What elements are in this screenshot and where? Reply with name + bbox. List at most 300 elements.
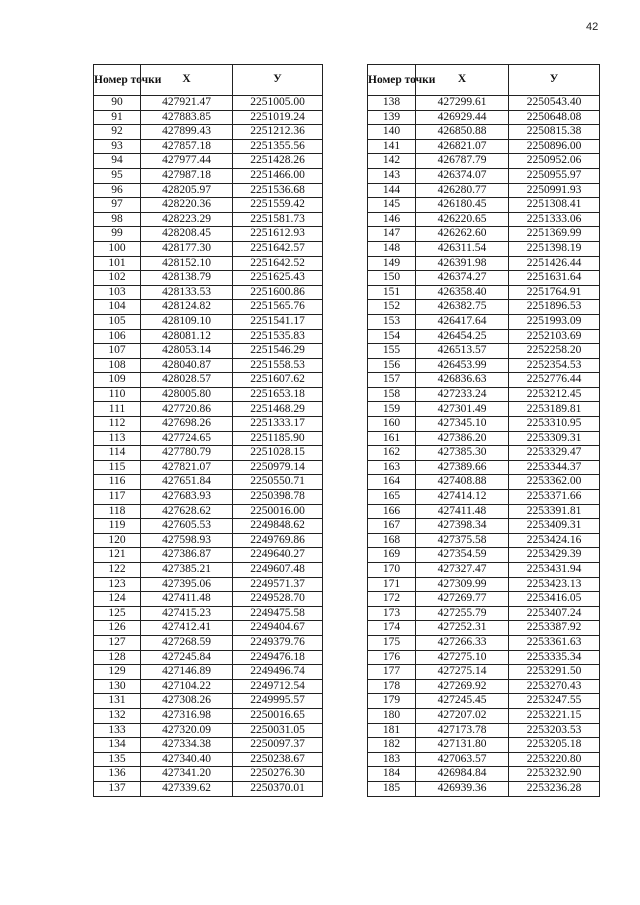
point-number-cell: 102 <box>94 271 141 286</box>
point-number-cell: 116 <box>94 475 141 490</box>
y-coordinate-cell: 2253310.95 <box>509 417 600 432</box>
point-number-cell: 133 <box>94 723 141 738</box>
x-coordinate-cell: 427275.10 <box>416 650 509 665</box>
point-number-cell: 130 <box>94 679 141 694</box>
point-number-cell: 134 <box>94 738 141 753</box>
x-coordinate-cell: 427320.09 <box>141 723 233 738</box>
x-coordinate-cell: 427245.45 <box>416 694 509 709</box>
point-number-cell: 91 <box>94 110 141 125</box>
table-row <box>368 241 600 256</box>
x-coordinate-cell: 426417.64 <box>416 314 509 329</box>
x-coordinate-cell: 427651.84 <box>141 475 233 490</box>
x-coordinate-cell: 427334.38 <box>141 738 233 753</box>
y-coordinate-cell: 2251028.15 <box>233 446 323 461</box>
point-number-cell: 148 <box>368 241 416 256</box>
point-number-cell: 125 <box>94 606 141 621</box>
table-row <box>94 563 323 578</box>
y-coordinate-cell: 2250896.00 <box>509 139 600 154</box>
y-coordinate-cell: 2253424.16 <box>509 533 600 548</box>
y-coordinate-cell: 2250398.78 <box>233 490 323 505</box>
y-coordinate-cell: 2253203.53 <box>509 723 600 738</box>
y-coordinate-cell: 2253329.47 <box>509 446 600 461</box>
y-coordinate-cell: 2250016.00 <box>233 504 323 519</box>
x-coordinate-cell: 427780.79 <box>141 446 233 461</box>
table-row <box>368 198 600 213</box>
x-coordinate-cell: 427720.86 <box>141 402 233 417</box>
point-number-cell: 137 <box>94 781 141 796</box>
y-coordinate-cell: 2251333.17 <box>233 417 323 432</box>
x-coordinate-cell: 427683.93 <box>141 490 233 505</box>
point-number-cell: 118 <box>94 504 141 519</box>
table-row <box>368 110 600 125</box>
y-coordinate-cell: 2251607.62 <box>233 373 323 388</box>
x-coordinate-cell: 428138.79 <box>141 271 233 286</box>
y-coordinate-cell: 2251426.44 <box>509 256 600 271</box>
table-row <box>368 446 600 461</box>
x-coordinate-cell: 427412.41 <box>141 621 233 636</box>
x-coordinate-cell: 426454.25 <box>416 329 509 344</box>
y-coordinate-cell: 2253221.15 <box>509 708 600 723</box>
y-coordinate-cell: 2251642.57 <box>233 241 323 256</box>
table-row <box>94 271 323 286</box>
table-row <box>368 212 600 227</box>
x-coordinate-cell: 427233.24 <box>416 387 509 402</box>
y-coordinate-cell: 2253270.43 <box>509 679 600 694</box>
table-row <box>368 694 600 709</box>
y-coordinate-cell: 2249404.67 <box>233 621 323 636</box>
point-number-cell: 110 <box>94 387 141 402</box>
point-number-cell: 124 <box>94 592 141 607</box>
table-row <box>94 635 323 650</box>
table-row <box>94 650 323 665</box>
y-coordinate-cell: 2250097.37 <box>233 738 323 753</box>
point-number-cell: 158 <box>368 387 416 402</box>
point-number-cell: 100 <box>94 241 141 256</box>
y-coordinate-cell: 2253423.13 <box>509 577 600 592</box>
point-number-cell: 182 <box>368 738 416 753</box>
table-row <box>368 475 600 490</box>
x-coordinate-cell: 427386.20 <box>416 431 509 446</box>
point-number-cell: 172 <box>368 592 416 607</box>
table-row <box>94 227 323 242</box>
x-coordinate-cell: 427598.93 <box>141 533 233 548</box>
y-coordinate-cell: 2250276.30 <box>233 767 323 782</box>
x-coordinate-cell: 427309.99 <box>416 577 509 592</box>
y-coordinate-cell: 2251398.19 <box>509 241 600 256</box>
x-coordinate-cell: 427408.88 <box>416 475 509 490</box>
y-coordinate-cell: 2251308.41 <box>509 198 600 213</box>
point-number-cell: 149 <box>368 256 416 271</box>
point-number-cell: 147 <box>368 227 416 242</box>
point-number-cell: 103 <box>94 285 141 300</box>
table-row <box>368 256 600 271</box>
y-coordinate-cell: 2249995.57 <box>233 694 323 709</box>
point-number-cell: 155 <box>368 344 416 359</box>
table-row <box>368 621 600 636</box>
x-coordinate-cell: 427395.06 <box>141 577 233 592</box>
y-coordinate-cell: 2251019.24 <box>233 110 323 125</box>
y-coordinate-cell: 2253232.90 <box>509 767 600 782</box>
x-coordinate-cell: 427275.14 <box>416 665 509 680</box>
x-coordinate-cell: 427605.53 <box>141 519 233 534</box>
point-number-cell: 121 <box>94 548 141 563</box>
table-row <box>368 431 600 446</box>
x-coordinate-cell: 427341.20 <box>141 767 233 782</box>
x-coordinate-cell: 426836.63 <box>416 373 509 388</box>
table-row <box>94 723 323 738</box>
table-row <box>94 300 323 315</box>
x-coordinate-cell: 427308.26 <box>141 694 233 709</box>
point-number-cell: 115 <box>94 460 141 475</box>
y-coordinate-cell: 2250550.71 <box>233 475 323 490</box>
x-coordinate-cell: 427987.18 <box>141 168 233 183</box>
table-row <box>94 738 323 753</box>
y-coordinate-cell: 2253291.50 <box>509 665 600 680</box>
y-coordinate-cell: 2249496.74 <box>233 665 323 680</box>
point-number-cell: 177 <box>368 665 416 680</box>
table-row <box>368 752 600 767</box>
table-row <box>94 139 323 154</box>
y-coordinate-cell: 2250031.05 <box>233 723 323 738</box>
x-coordinate-cell: 427063.57 <box>416 752 509 767</box>
x-coordinate-cell: 426821.07 <box>416 139 509 154</box>
table-row <box>368 723 600 738</box>
x-coordinate-cell: 427411.48 <box>141 592 233 607</box>
table-row <box>94 460 323 475</box>
x-coordinate-cell: 427899.43 <box>141 125 233 140</box>
table-row <box>94 679 323 694</box>
table-row <box>94 125 323 140</box>
point-number-cell: 120 <box>94 533 141 548</box>
y-coordinate-cell: 2253361.63 <box>509 635 600 650</box>
coordinates-table-left <box>93 64 323 797</box>
table-row <box>94 694 323 709</box>
point-number-cell: 175 <box>368 635 416 650</box>
table-row <box>368 387 600 402</box>
point-number-cell: 152 <box>368 300 416 315</box>
table-row <box>94 767 323 782</box>
x-coordinate-cell: 427268.59 <box>141 635 233 650</box>
point-number-cell: 161 <box>368 431 416 446</box>
x-coordinate-cell: 427857.18 <box>141 139 233 154</box>
point-number-cell: 131 <box>94 694 141 709</box>
table-row <box>94 402 323 417</box>
point-number-cell: 146 <box>368 212 416 227</box>
table-row <box>368 168 600 183</box>
x-coordinate-cell: 426374.27 <box>416 271 509 286</box>
y-coordinate-cell: 2251600.86 <box>233 285 323 300</box>
table-row <box>94 168 323 183</box>
point-number-cell: 94 <box>94 154 141 169</box>
table-row <box>368 96 600 111</box>
x-coordinate-cell: 427146.89 <box>141 665 233 680</box>
point-number-cell: 168 <box>368 533 416 548</box>
table-row <box>94 344 323 359</box>
table-row <box>368 285 600 300</box>
y-coordinate-cell: 2251005.00 <box>233 96 323 111</box>
x-coordinate-cell: 426280.77 <box>416 183 509 198</box>
y-coordinate-cell: 2253189.81 <box>509 402 600 417</box>
table-row <box>368 402 600 417</box>
y-coordinate-cell: 2250016.65 <box>233 708 323 723</box>
y-coordinate-cell: 2251212.36 <box>233 125 323 140</box>
point-number-cell: 183 <box>368 752 416 767</box>
x-coordinate-cell: 426513.57 <box>416 344 509 359</box>
y-coordinate-cell: 2251631.64 <box>509 271 600 286</box>
table-row <box>368 519 600 534</box>
y-coordinate-cell: 2251642.52 <box>233 256 323 271</box>
table-row <box>94 665 323 680</box>
x-coordinate-cell: 428205.97 <box>141 183 233 198</box>
y-coordinate-cell: 2250648.08 <box>509 110 600 125</box>
table-body-left <box>94 96 323 797</box>
point-number-cell: 180 <box>368 708 416 723</box>
point-number-cell: 113 <box>94 431 141 446</box>
table-row <box>94 212 323 227</box>
point-number-cell: 169 <box>368 548 416 563</box>
y-coordinate-cell: 2253205.18 <box>509 738 600 753</box>
point-number-cell: 129 <box>94 665 141 680</box>
table-row <box>368 738 600 753</box>
x-coordinate-cell: 428081.12 <box>141 329 233 344</box>
y-coordinate-cell: 2250543.40 <box>509 96 600 111</box>
y-coordinate-cell: 2250238.67 <box>233 752 323 767</box>
y-coordinate-cell: 2251466.00 <box>233 168 323 183</box>
point-number-cell: 153 <box>368 314 416 329</box>
y-coordinate-cell: 2251355.56 <box>233 139 323 154</box>
y-coordinate-cell: 2250979.14 <box>233 460 323 475</box>
table-row <box>368 533 600 548</box>
x-coordinate-cell: 427821.07 <box>141 460 233 475</box>
table-row <box>94 256 323 271</box>
point-number-cell: 114 <box>94 446 141 461</box>
x-coordinate-cell: 427173.78 <box>416 723 509 738</box>
point-number-cell: 179 <box>368 694 416 709</box>
x-coordinate-cell: 427883.85 <box>141 110 233 125</box>
y-coordinate-cell: 2253409.31 <box>509 519 600 534</box>
y-coordinate-cell: 2252354.53 <box>509 358 600 373</box>
y-coordinate-cell: 2252776.44 <box>509 373 600 388</box>
x-coordinate-cell: 426939.36 <box>416 781 509 796</box>
table-row <box>368 650 600 665</box>
x-coordinate-cell: 427339.62 <box>141 781 233 796</box>
y-coordinate-cell: 2251535.83 <box>233 329 323 344</box>
point-number-cell: 119 <box>94 519 141 534</box>
point-number-cell: 178 <box>368 679 416 694</box>
x-coordinate-cell: 428208.45 <box>141 227 233 242</box>
point-number-cell: 159 <box>368 402 416 417</box>
point-number-cell: 126 <box>94 621 141 636</box>
x-coordinate-cell: 427255.79 <box>416 606 509 621</box>
y-coordinate-cell: 2249607.48 <box>233 563 323 578</box>
x-coordinate-cell: 426453.99 <box>416 358 509 373</box>
x-coordinate-cell: 427245.84 <box>141 650 233 665</box>
y-coordinate-cell: 2251993.09 <box>509 314 600 329</box>
table-row <box>368 154 600 169</box>
x-coordinate-cell: 426311.54 <box>416 241 509 256</box>
point-number-cell: 173 <box>368 606 416 621</box>
point-number-cell: 138 <box>368 96 416 111</box>
table-row <box>94 110 323 125</box>
table-row <box>368 125 600 140</box>
point-number-cell: 90 <box>94 96 141 111</box>
point-number-cell: 185 <box>368 781 416 796</box>
y-coordinate-cell: 2251333.06 <box>509 212 600 227</box>
header-point-number: Номер точки <box>368 65 416 96</box>
table-row <box>94 329 323 344</box>
point-number-cell: 142 <box>368 154 416 169</box>
table-row <box>368 767 600 782</box>
point-number-cell: 163 <box>368 460 416 475</box>
point-number-cell: 92 <box>94 125 141 140</box>
point-number-cell: 97 <box>94 198 141 213</box>
x-coordinate-cell: 427398.34 <box>416 519 509 534</box>
x-coordinate-cell: 427375.58 <box>416 533 509 548</box>
y-coordinate-cell: 2251536.68 <box>233 183 323 198</box>
table-row <box>368 548 600 563</box>
x-coordinate-cell: 427252.31 <box>416 621 509 636</box>
table-row <box>94 577 323 592</box>
x-coordinate-cell: 427977.44 <box>141 154 233 169</box>
point-number-cell: 101 <box>94 256 141 271</box>
table-row <box>94 314 323 329</box>
y-coordinate-cell: 2251546.29 <box>233 344 323 359</box>
table-row <box>94 752 323 767</box>
table-row <box>94 708 323 723</box>
table-row <box>368 183 600 198</box>
point-number-cell: 98 <box>94 212 141 227</box>
header-x: X <box>416 65 509 96</box>
x-coordinate-cell: 426262.60 <box>416 227 509 242</box>
x-coordinate-cell: 427269.77 <box>416 592 509 607</box>
point-number-cell: 128 <box>94 650 141 665</box>
x-coordinate-cell: 427414.12 <box>416 490 509 505</box>
table-row <box>368 577 600 592</box>
header-x: X <box>141 65 233 96</box>
table-row <box>94 431 323 446</box>
y-coordinate-cell: 2253429.39 <box>509 548 600 563</box>
table-row <box>94 533 323 548</box>
table-row <box>368 606 600 621</box>
table-row <box>94 504 323 519</box>
y-coordinate-cell: 2249571.37 <box>233 577 323 592</box>
point-number-cell: 107 <box>94 344 141 359</box>
x-coordinate-cell: 426984.84 <box>416 767 509 782</box>
y-coordinate-cell: 2251581.73 <box>233 212 323 227</box>
table-row <box>94 198 323 213</box>
point-number-cell: 144 <box>368 183 416 198</box>
point-number-cell: 122 <box>94 563 141 578</box>
y-coordinate-cell: 2250815.38 <box>509 125 600 140</box>
y-coordinate-cell: 2251612.93 <box>233 227 323 242</box>
x-coordinate-cell: 428124.82 <box>141 300 233 315</box>
table-row <box>94 417 323 432</box>
point-number-cell: 151 <box>368 285 416 300</box>
table-row <box>94 519 323 534</box>
y-coordinate-cell: 2253416.05 <box>509 592 600 607</box>
x-coordinate-cell: 428152.10 <box>141 256 233 271</box>
point-number-cell: 140 <box>368 125 416 140</box>
y-coordinate-cell: 2249712.54 <box>233 679 323 694</box>
point-number-cell: 157 <box>368 373 416 388</box>
header-point-number: Номер точки <box>94 65 141 96</box>
point-number-cell: 162 <box>368 446 416 461</box>
point-number-cell: 93 <box>94 139 141 154</box>
y-coordinate-cell: 2251565.76 <box>233 300 323 315</box>
point-number-cell: 160 <box>368 417 416 432</box>
x-coordinate-cell: 427698.26 <box>141 417 233 432</box>
x-coordinate-cell: 427340.40 <box>141 752 233 767</box>
x-coordinate-cell: 428053.14 <box>141 344 233 359</box>
x-coordinate-cell: 427104.22 <box>141 679 233 694</box>
y-coordinate-cell: 2249848.62 <box>233 519 323 534</box>
coordinates-table-right <box>367 64 600 797</box>
y-coordinate-cell: 2249379.76 <box>233 635 323 650</box>
y-coordinate-cell: 2253387.92 <box>509 621 600 636</box>
point-number-cell: 143 <box>368 168 416 183</box>
y-coordinate-cell: 2251468.29 <box>233 402 323 417</box>
point-number-cell: 135 <box>94 752 141 767</box>
table-row <box>94 606 323 621</box>
table-row <box>94 781 323 796</box>
point-number-cell: 127 <box>94 635 141 650</box>
x-coordinate-cell: 428028.57 <box>141 373 233 388</box>
point-number-cell: 136 <box>94 767 141 782</box>
table-row <box>368 781 600 796</box>
x-coordinate-cell: 427207.02 <box>416 708 509 723</box>
table-row <box>368 490 600 505</box>
x-coordinate-cell: 428040.87 <box>141 358 233 373</box>
x-coordinate-cell: 427411.48 <box>416 504 509 519</box>
y-coordinate-cell: 2253309.31 <box>509 431 600 446</box>
table-row <box>368 314 600 329</box>
point-number-cell: 139 <box>368 110 416 125</box>
point-number-cell: 141 <box>368 139 416 154</box>
table-row <box>368 139 600 154</box>
table-body-right <box>368 96 600 797</box>
table-row <box>94 621 323 636</box>
table-row <box>368 417 600 432</box>
point-number-cell: 174 <box>368 621 416 636</box>
y-coordinate-cell: 2251896.53 <box>509 300 600 315</box>
table-row <box>368 344 600 359</box>
x-coordinate-cell: 427724.65 <box>141 431 233 446</box>
y-coordinate-cell: 2250952.06 <box>509 154 600 169</box>
table-row <box>368 300 600 315</box>
x-coordinate-cell: 427327.47 <box>416 563 509 578</box>
table-row <box>368 373 600 388</box>
point-number-cell: 154 <box>368 329 416 344</box>
point-number-cell: 105 <box>94 314 141 329</box>
x-coordinate-cell: 427316.98 <box>141 708 233 723</box>
table-row <box>368 329 600 344</box>
point-number-cell: 123 <box>94 577 141 592</box>
point-number-cell: 156 <box>368 358 416 373</box>
y-coordinate-cell: 2250955.97 <box>509 168 600 183</box>
y-coordinate-cell: 2253407.24 <box>509 606 600 621</box>
x-coordinate-cell: 426358.40 <box>416 285 509 300</box>
x-coordinate-cell: 427385.21 <box>141 563 233 578</box>
y-coordinate-cell: 2251185.90 <box>233 431 323 446</box>
table-row <box>94 387 323 402</box>
point-number-cell: 95 <box>94 168 141 183</box>
table-row <box>368 679 600 694</box>
x-coordinate-cell: 426850.88 <box>416 125 509 140</box>
y-coordinate-cell: 2251541.17 <box>233 314 323 329</box>
table-row <box>94 154 323 169</box>
point-number-cell: 176 <box>368 650 416 665</box>
x-coordinate-cell: 427345.10 <box>416 417 509 432</box>
